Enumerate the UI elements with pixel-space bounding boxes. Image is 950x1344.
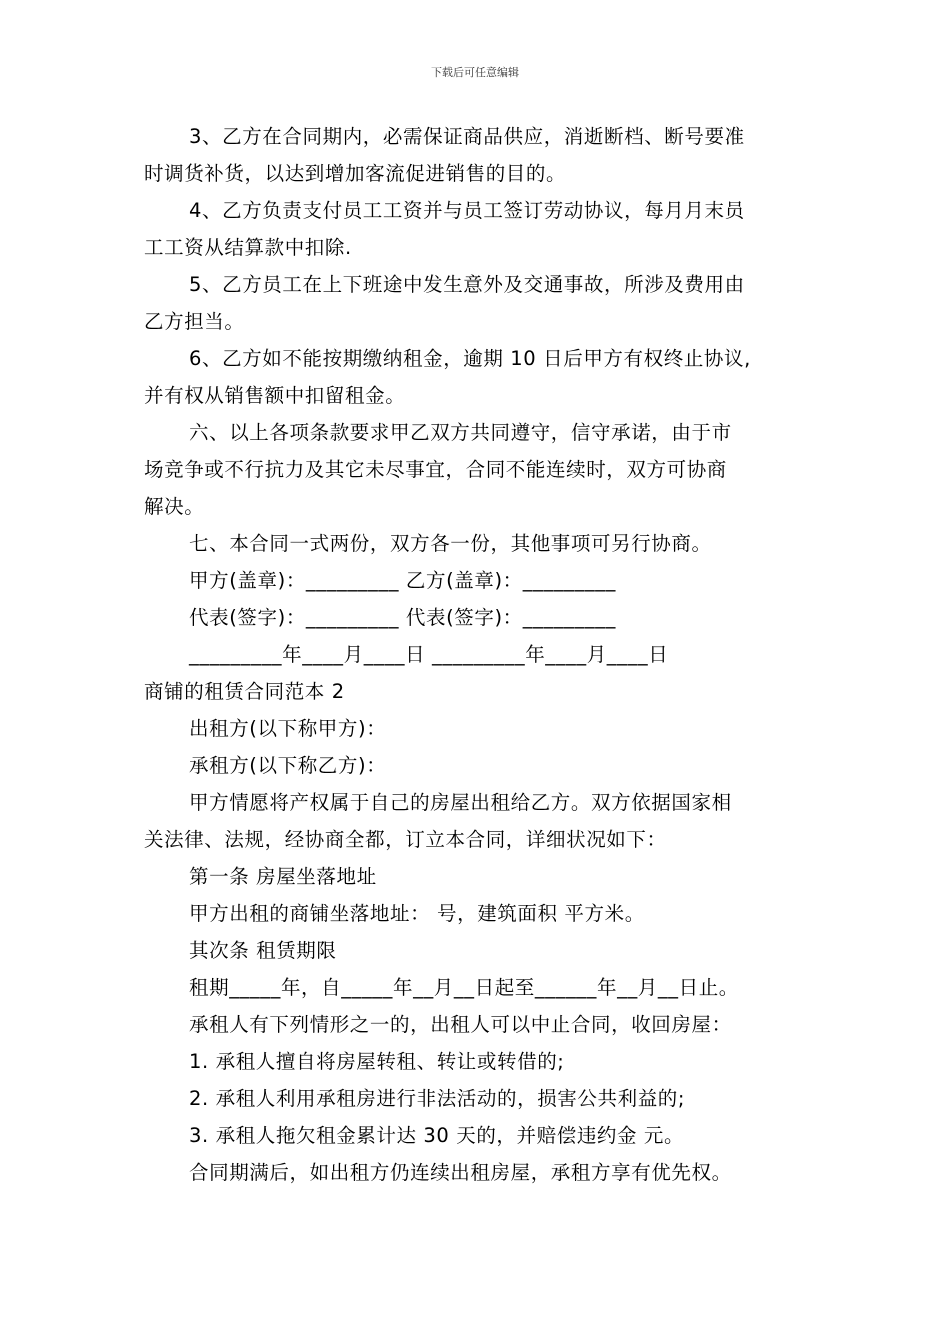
page-header-note: 下载后可任意编辑 — [431, 66, 519, 79]
signature-line-seal: 甲方(盖章)：_________ 乙方(盖章)：_________ — [189, 569, 616, 592]
clause-heading: 第一条 房屋坐落地址 — [189, 865, 377, 888]
list-item: 3. 承租人拖欠租金累计达 30 天的，并赔偿违约金 元。 — [189, 1124, 685, 1147]
paragraph-line: 5、乙方员工在上下班途中发生意外及交通事故，所涉及费用由 — [189, 273, 745, 296]
paragraph-line: 合同期满后，如出租方仍连续出租房屋，承租方享有优先权。 — [189, 1161, 732, 1184]
paragraph-line: 六、以上各项条款要求甲乙双方共同遵守，信守承诺，由于市 — [189, 421, 732, 444]
paragraph-line: 3、乙方在合同期内，必需保证商品供应，消逝断档、断号要准 — [189, 125, 745, 148]
party-lessee-line: 承租方(以下称乙方)： — [189, 754, 387, 777]
signature-line-representative: 代表(签字)：_________ 代表(签字)：_________ — [189, 606, 616, 629]
paragraph-line: 解决。 — [144, 495, 205, 518]
paragraph-line: 并有权从销售额中扣留租金。 — [144, 384, 406, 407]
paragraph-line: 工工资从结算款中扣除. — [144, 236, 352, 259]
paragraph-line: 甲方出租的商铺坐落地址： 号，建筑面积 平方米。 — [189, 902, 645, 925]
paragraph-line: 关法律、法规，经协商全都，订立本合同，详细状况如下： — [144, 828, 667, 851]
clause-heading: 其次条 租赁期限 — [189, 939, 337, 962]
paragraph-line: 场竞争或不行抗力及其它未尽事宜，合同不能连续时，双方可协商 — [144, 458, 727, 481]
paragraph-line: 4、乙方负责支付员工工资并与员工签订劳动协议，每月月末员 — [189, 199, 745, 222]
paragraph-line: 租期_____年，自_____年__月__日起至______年__月__日止。 — [189, 976, 739, 999]
party-lessor-line: 出租方(以下称甲方)： — [189, 717, 387, 740]
paragraph-line: 甲方情愿将产权属于自己的房屋出租给乙方。双方依据国家相 — [189, 791, 732, 814]
list-item: 2. 承租人利用承租房进行非法活动的，损害公共利益的; — [189, 1087, 686, 1110]
list-item: 1. 承租人擅自将房屋转租、转让或转借的; — [189, 1050, 565, 1073]
section-title: 商铺的租赁合同范本 2 — [144, 680, 345, 703]
document-body — [144, 118, 808, 1191]
paragraph-line: 七、本合同一式两份，双方各一份，其他事项可另行协商。 — [189, 532, 712, 555]
paragraph-line: 乙方担当。 — [144, 310, 245, 333]
signature-line-date: _________年____月____日 _________年____月____日 — [189, 643, 669, 666]
paragraph-line: 时调货补货，以达到增加客流促进销售的目的。 — [144, 162, 567, 185]
paragraph-line: 承租人有下列情形之一的，出租人可以中止合同，收回房屋： — [189, 1013, 732, 1036]
paragraph-line: 6、乙方如不能按期缴纳租金，逾期 10 日后甲方有权终止协议, — [189, 347, 751, 370]
